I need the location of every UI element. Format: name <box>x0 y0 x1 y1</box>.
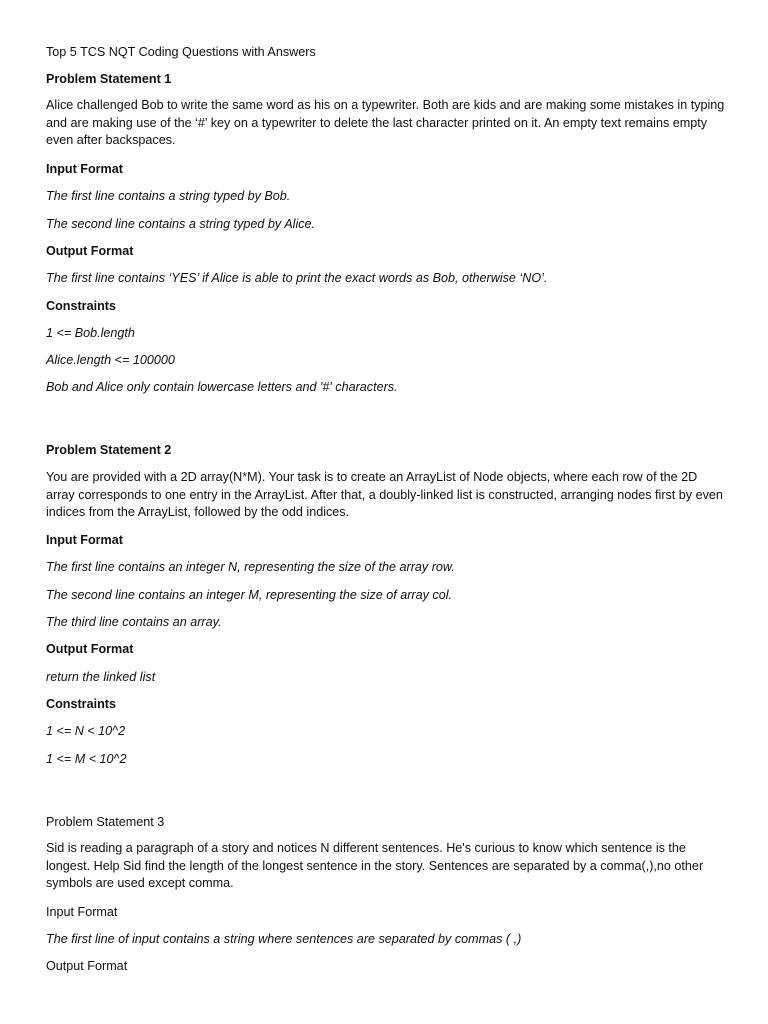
problem-1-description: Alice challenged Bob to write the same word as his on a typewriter. Both are kids and are making some mistakes in typing and are making use of the ‘#’ key on a typewriter to delete the last character printed on it. An empty text remains empty even after backspaces. <box>46 98 725 147</box>
problem-1-input-line-2: The second line contains a string typed by Alice. <box>46 217 316 231</box>
problem-2-input-heading: Input Format <box>46 533 123 547</box>
problem-1-input-heading: Input Format <box>46 162 123 176</box>
problem-1-output-line: The first line contains ‘YES’ if Alice is able to print the exact words as Bob, otherwise ‘NO’. <box>46 271 548 285</box>
problem-2-constraint-1: 1 <= N < 10^2 <box>46 724 126 738</box>
problem-1-output-heading: Output Format <box>46 244 134 258</box>
problem-1-heading: Problem Statement 1 <box>46 72 172 86</box>
problem-3-input-line: The first line of input contains a string where sentences are separated by commas ( ,) <box>46 932 522 946</box>
problem-2-input-line-2: The second line contains an integer M, representing the size of array col. <box>46 588 453 602</box>
problem-3-output-heading: Output Format <box>46 959 128 973</box>
problem-2-input-line-1: The first line contains an integer N, representing the size of the array row. <box>46 560 455 574</box>
problem-2-heading: Problem Statement 2 <box>46 443 172 457</box>
problem-1-constraint-1: 1 <= Bob.length <box>46 326 135 340</box>
problem-2-output-line: return the linked list <box>46 670 156 684</box>
problem-1-constraint-3: Bob and Alice only contain lowercase letters and '#' characters. <box>46 380 398 394</box>
problem-1-constraint-2: Alice.length <= 100000 <box>46 353 175 367</box>
problem-2-constraints-heading: Constraints <box>46 697 116 711</box>
document-title: Top 5 TCS NQT Coding Questions with Answers <box>46 45 316 59</box>
problem-3-input-heading: Input Format <box>46 905 118 919</box>
problem-2-description: You are provided with a 2D array(N*M). Your task is to create an ArrayList of Node objects, where each row of the 2D array corresponds to one entry in the ArrayList. After that, a doubly-linked list is constructed, arranging nodes first by even indices from the ArrayList, followed by the odd indices. <box>46 470 723 519</box>
problem-3-description: Sid is reading a paragraph of a story and notices N different sentences. He's curious to know which sentence is the longest. Help Sid find the length of the longest sentence in the story. Sentences are separated by a comma(,),no other symbols are used except comma. <box>46 841 704 890</box>
problem-2-constraint-2: 1 <= M < 10^2 <box>46 752 127 766</box>
problem-2-input-line-3: The third line contains an array. <box>46 615 222 629</box>
problem-2-output-heading: Output Format <box>46 642 134 656</box>
problem-3-heading: Problem Statement 3 <box>46 815 165 829</box>
problem-1-constraints-heading: Constraints <box>46 299 116 313</box>
problem-1-input-line-1: The first line contains a string typed by Bob. <box>46 189 291 203</box>
